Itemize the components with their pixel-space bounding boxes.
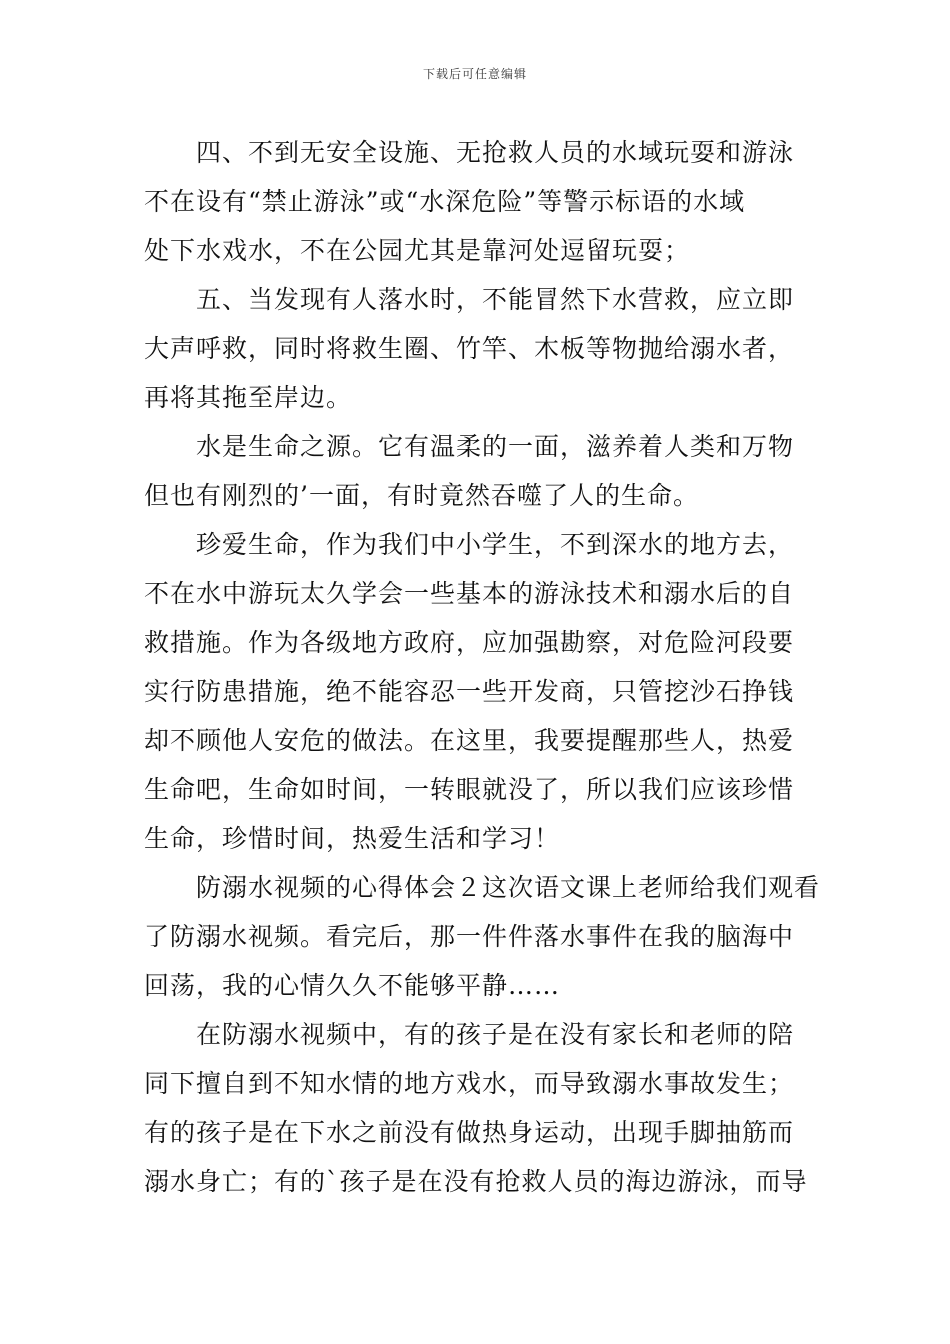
- text-line: 溺水身亡；有的`孩子是在没有抢救人员的海边游泳，而导: [144, 1167, 808, 1196]
- text-line: 五、当发现有人落水时，不能冒然下水营救，应立即: [196, 285, 795, 314]
- paragraph: [144, 1010, 806, 1206]
- text-line: 同下擅自到不知水情的地方戏水，而导致溺水事故发生；: [144, 1069, 795, 1098]
- page-header-note: 下载后可任意编辑: [422, 67, 527, 81]
- text-line: 回荡，我的心情久久不能够平静……: [144, 971, 561, 1000]
- document-body: [144, 128, 821, 1206]
- text-line: 却不顾他人安危的做法。在这里，我要提醒那些人，热爱: [144, 726, 795, 755]
- text-line: 处下水戏水，不在公园尤其是靠河处逗留玩耍；: [144, 236, 691, 265]
- text-line: 但也有刚烈的’一面，有时竟然吞噬了人的生命。: [144, 481, 699, 510]
- text-line: 不在水中游玩太久学会一些基本的游泳技术和溺水后的自: [144, 579, 795, 608]
- text-line: 不在设有“禁止游泳”或“水深危险”等警示标语的水域: [144, 187, 746, 216]
- paragraph: [144, 520, 806, 863]
- text-line: 防溺水视频的心得体会２这次语文课上老师给我们观看: [196, 873, 821, 902]
- text-line: 大声呼救，同时将救生圈、竹竿、木板等物抛给溺水者，: [144, 334, 795, 363]
- text-line: 生命，珍惜时间，热爱生活和学习！: [144, 824, 561, 853]
- paragraph: [144, 422, 806, 520]
- paragraph: [144, 128, 806, 275]
- paragraph: [144, 863, 821, 1010]
- text-line: 生命吧，生命如时间，一转眼就没了，所以我们应该珍惜: [144, 775, 795, 804]
- text-line: 实行防患措施，绝不能容忍一些开发商，只管挖沙石挣钱: [144, 677, 795, 706]
- text-line: 水是生命之源。它有温柔的一面，滋养着人类和万物: [196, 432, 795, 461]
- text-line: 再将其拖至岸边。: [144, 383, 353, 412]
- text-line: 珍爱生命，作为我们中小学生，不到深水的地方去，: [196, 530, 795, 559]
- text-line: 在防溺水视频中，有的孩子是在没有家长和老师的陪: [196, 1020, 795, 1049]
- text-line: 四、不到无安全设施、无抢救人员的水域玩耍和游泳: [196, 138, 795, 167]
- text-line: 救措施。作为各级地方政府，应加强勘察，对危险河段要: [144, 628, 795, 657]
- text-line: 有的孩子是在下水之前没有做热身运动，出现手脚抽筋而: [144, 1118, 795, 1147]
- text-line: 了防溺水视频。看完后，那一件件落水事件在我的脑海中: [144, 922, 795, 951]
- paragraph: [144, 275, 806, 422]
